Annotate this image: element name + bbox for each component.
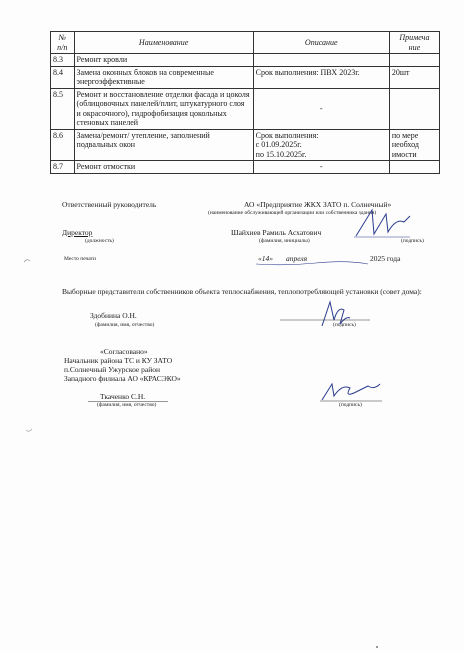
organization-name: АО «Предприятие ЖКХ ЗАТО п. Солнечный» xyxy=(244,200,392,209)
position-value: Директор xyxy=(62,228,93,237)
header-note: Примеча ние xyxy=(389,32,439,54)
row-name: Замена/ремонт/ утепление, заполнений подвальных окон xyxy=(74,129,253,161)
row-note xyxy=(389,54,439,67)
person-caption: (фамилия, инициалы) xyxy=(259,238,310,244)
works-table xyxy=(50,31,440,174)
table-row xyxy=(51,129,440,161)
date-day: «14» xyxy=(258,254,273,263)
scan-speck-icon xyxy=(23,251,31,269)
row-desc: Срок выполнения: ПВХ 2023г. xyxy=(253,66,389,88)
responsible-label: Ответственный руководитель xyxy=(62,200,157,209)
row-desc: - xyxy=(253,161,389,174)
table-row xyxy=(51,161,440,174)
signature-caption: (подпись) xyxy=(401,238,424,244)
row-name: Ремонт кровли xyxy=(74,54,253,67)
person-name: Шайхиев Рамиль Асхатович xyxy=(231,228,322,237)
header-desc: Описание xyxy=(253,32,389,54)
row-num: 8.7 xyxy=(51,161,75,174)
date-year: 2025 года xyxy=(370,254,401,263)
organization-caption: (наименование обслуживающей организации или собственника здания) xyxy=(208,210,377,216)
agreed-title: «Согласовано» xyxy=(100,347,148,356)
stamp-place-label: Место печати xyxy=(64,256,96,262)
representative-signature-caption: (подпись) xyxy=(333,322,356,328)
row-desc: - xyxy=(253,88,389,129)
row-num: 8.6 xyxy=(51,129,75,161)
table-row xyxy=(51,88,440,129)
row-name: Ремонт и восстановление отделки фасада и цоколя (облицовочных панелей/плит, штукатурного слоя и окрасочного), гидрофобизация цокольных стеновых панелей xyxy=(74,88,253,129)
row-note: 20шт xyxy=(389,66,439,88)
scan-speck-icon xyxy=(375,636,379,654)
agreed-line1: Начальник района ТС и КУ ЗАТО xyxy=(64,356,173,365)
row-num: 8.5 xyxy=(51,88,75,129)
agreed-line3: Западного филиала АО «КРАСЭКО» xyxy=(64,374,181,383)
table-row xyxy=(51,66,440,88)
row-note xyxy=(389,161,439,174)
row-num: 8.3 xyxy=(51,54,75,67)
table-header-row xyxy=(51,32,440,54)
header-name: Наименование xyxy=(74,32,253,54)
director-signature xyxy=(352,206,414,242)
agreed-signature-caption: (подпись) xyxy=(339,402,362,408)
date-handwriting-underline xyxy=(256,250,376,268)
representative-name-caption: (фамилия, имя, отчество) xyxy=(95,322,155,328)
row-desc: Срок выполнения: с 01.09.2025г. по 15.10.2025г. xyxy=(253,129,389,161)
representative-signature xyxy=(316,296,356,330)
agreed-name: Ткаченко С.Н. xyxy=(100,392,146,401)
representatives-intro: Выборные представители собственников объекта теплоснабжения, теплопотребляющей установки (совет дома): xyxy=(62,287,422,296)
agreed-name-caption: (фамилия, имя, отчество) xyxy=(97,402,157,408)
agreed-line2: п.Солнечный Ужурское район xyxy=(64,365,160,374)
row-name: Замена оконных блоков на современные энергоэффективные xyxy=(74,66,253,88)
row-note: по мере необход имости xyxy=(389,129,439,161)
header-num: № п/п xyxy=(51,32,75,54)
row-name: Ремонт отмостки xyxy=(74,161,253,174)
table-row xyxy=(51,54,440,67)
scan-speck-icon xyxy=(25,420,33,438)
agreed-signature xyxy=(320,378,384,404)
position-caption: (должность) xyxy=(85,238,114,244)
date-month: апреля xyxy=(286,254,308,263)
representative-name: Здобнина О.Н. xyxy=(90,311,137,320)
row-note xyxy=(389,88,439,129)
row-num: 8.4 xyxy=(51,66,75,88)
representative-signature-line xyxy=(280,318,370,322)
row-desc xyxy=(253,54,389,67)
